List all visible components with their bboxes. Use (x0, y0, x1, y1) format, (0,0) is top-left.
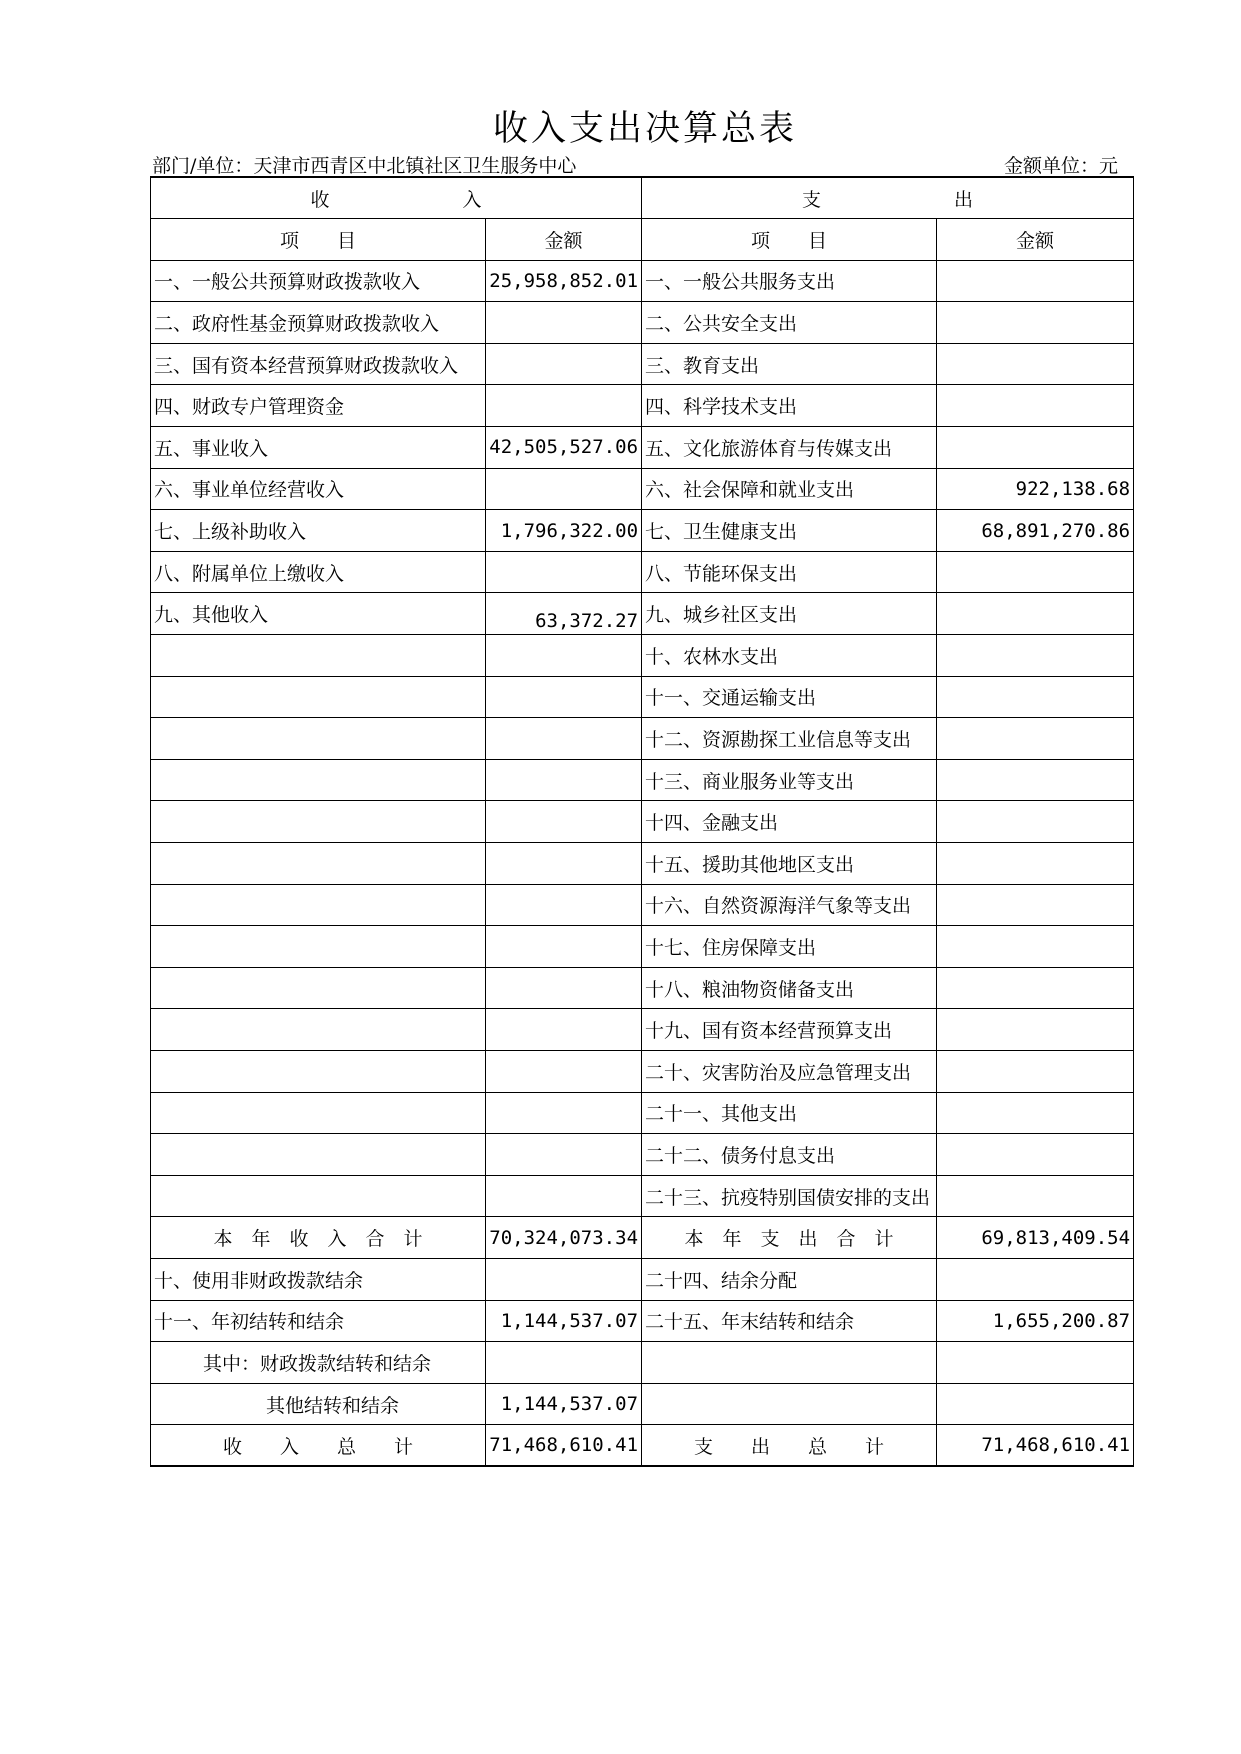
table-row (151, 926, 1134, 968)
income-subtotal-label: 本 年 收 入 合 计 (151, 1217, 486, 1259)
expense-amount-cell (937, 884, 1134, 926)
income-amount-cell (486, 1092, 642, 1134)
expense-item-cell: 四、科学技术支出 (642, 385, 937, 427)
income-amount-cell: 63,372.27 (486, 593, 642, 635)
expense-amount-cell: 68,891,270.86 (937, 510, 1134, 552)
column-header-row (151, 219, 1134, 261)
expense-item-cell: 十二、资源勘探工业信息等支出 (642, 718, 937, 760)
income-amount-cell: 1,144,537.07 (486, 1383, 642, 1425)
income-amount-cell (486, 468, 642, 510)
income-item-cell (151, 967, 486, 1009)
expense-amount-cell (937, 302, 1134, 344)
income-item-cell (151, 1092, 486, 1134)
table-row (151, 676, 1134, 718)
section-header-row (151, 177, 1134, 219)
income-amount-cell (486, 967, 642, 1009)
expense-amount-cell (937, 260, 1134, 302)
income-item-cell (151, 1175, 486, 1217)
expense-subtotal-label: 本 年 支 出 合 计 (642, 1217, 937, 1259)
expense-amount-cell (937, 551, 1134, 593)
income-amount-cell (486, 302, 642, 344)
income-amount-cell (486, 884, 642, 926)
income-item-header: 项 目 (151, 219, 486, 261)
expense-item-cell: 二十二、债务付息支出 (642, 1134, 937, 1176)
table-row (151, 1050, 1134, 1092)
income-amount-cell (486, 801, 642, 843)
expense-item-cell: 十四、金融支出 (642, 801, 937, 843)
table-row (151, 551, 1134, 593)
expense-amount-cell (937, 718, 1134, 760)
income-item-cell (151, 843, 486, 885)
income-amount-cell (486, 385, 642, 427)
expense-item-cell (642, 1342, 937, 1384)
table-row (151, 260, 1134, 302)
income-item-cell (151, 718, 486, 760)
expense-item-cell: 二十四、结余分配 (642, 1258, 937, 1300)
expense-item-cell: 二十五、年末结转和结余 (642, 1300, 937, 1342)
subtotal-row (151, 1217, 1134, 1259)
expense-amount-cell (937, 1134, 1134, 1176)
income-item-cell (151, 676, 486, 718)
expense-item-cell: 九、城乡社区支出 (642, 593, 937, 635)
table-row (151, 1092, 1134, 1134)
income-amount-cell (486, 676, 642, 718)
expense-item-cell: 一、一般公共服务支出 (642, 260, 937, 302)
income-amount-cell (486, 759, 642, 801)
expense-amount-cell (937, 843, 1134, 885)
expense-amount-cell (937, 801, 1134, 843)
income-amount-cell (486, 1009, 642, 1051)
table-row (151, 1383, 1134, 1425)
income-total-label: 收 入 总 计 (151, 1425, 486, 1467)
expense-item-cell (642, 1383, 937, 1425)
expense-amount-cell (937, 1342, 1134, 1384)
income-item-cell: 九、其他收入 (151, 593, 486, 635)
expense-item-cell: 二十、灾害防治及应急管理支出 (642, 1050, 937, 1092)
expense-amount-header: 金额 (937, 219, 1134, 261)
income-item-cell (151, 801, 486, 843)
income-amount-cell (486, 718, 642, 760)
income-item-cell (151, 926, 486, 968)
income-amount-cell: 1,144,537.07 (486, 1300, 642, 1342)
expense-item-cell: 十一、交通运输支出 (642, 676, 937, 718)
expense-item-cell: 五、文化旅游体育与传媒支出 (642, 427, 937, 469)
expense-section-header: 支 出 (642, 177, 1134, 219)
table-row (151, 1175, 1134, 1217)
income-total-amount: 71,468,610.41 (486, 1425, 642, 1467)
income-amount-cell (486, 1134, 642, 1176)
expense-item-cell: 二十一、其他支出 (642, 1092, 937, 1134)
income-amount-cell (486, 926, 642, 968)
income-amount-cell (486, 1258, 642, 1300)
table-row (151, 759, 1134, 801)
expense-amount-cell (937, 1009, 1134, 1051)
expense-item-cell: 十、农林水支出 (642, 635, 937, 677)
expense-amount-cell (937, 1383, 1134, 1425)
table-row (151, 843, 1134, 885)
expense-amount-cell (937, 1258, 1134, 1300)
income-amount-cell: 25,958,852.01 (486, 260, 642, 302)
income-item-cell: 其他结转和结余 (151, 1383, 486, 1425)
unit-label: 金额单位：元 (1004, 155, 1119, 177)
income-amount-cell: 1,796,322.00 (486, 510, 642, 552)
table-row (151, 427, 1134, 469)
expense-item-cell: 八、节能环保支出 (642, 551, 937, 593)
expense-item-cell: 六、社会保障和就业支出 (642, 468, 937, 510)
income-amount-cell (486, 843, 642, 885)
expense-amount-cell: 922,138.68 (937, 468, 1134, 510)
expense-amount-cell (937, 635, 1134, 677)
table-row (151, 718, 1134, 760)
table-row (151, 1258, 1134, 1300)
income-item-cell: 二、政府性基金预算财政拨款收入 (151, 302, 486, 344)
expense-amount-cell (937, 676, 1134, 718)
expense-amount-cell (937, 593, 1134, 635)
table-row (151, 967, 1134, 1009)
expense-amount-cell (937, 926, 1134, 968)
expense-item-cell: 二十三、抗疫特别国债安排的支出 (642, 1175, 937, 1217)
income-item-cell (151, 1050, 486, 1092)
total-row (151, 1425, 1134, 1467)
expense-item-cell: 十七、住房保障支出 (642, 926, 937, 968)
expense-item-cell: 十六、自然资源海洋气象等支出 (642, 884, 937, 926)
income-item-cell: 三、国有资本经营预算财政拨款收入 (151, 343, 486, 385)
income-amount-cell: 42,505,527.06 (486, 427, 642, 469)
expense-amount-cell (937, 343, 1134, 385)
income-section-header: 收 入 (151, 177, 642, 219)
expense-item-cell: 七、卫生健康支出 (642, 510, 937, 552)
table-row (151, 302, 1134, 344)
expense-amount-cell (937, 1092, 1134, 1134)
income-amount-cell (486, 551, 642, 593)
income-item-cell: 一、一般公共预算财政拨款收入 (151, 260, 486, 302)
income-amount-cell (486, 1050, 642, 1092)
table-row (151, 635, 1134, 677)
expense-total-label: 支 出 总 计 (642, 1425, 937, 1467)
expense-item-cell: 十九、国有资本经营预算支出 (642, 1009, 937, 1051)
table-row (151, 1342, 1134, 1384)
table-row (151, 1300, 1134, 1342)
expense-amount-cell (937, 385, 1134, 427)
income-item-cell: 八、附属单位上缴收入 (151, 551, 486, 593)
report-body (151, 177, 1134, 1466)
expense-item-cell: 三、教育支出 (642, 343, 937, 385)
income-item-cell: 十、使用非财政拨款结余 (151, 1258, 486, 1300)
income-item-cell: 六、事业单位经营收入 (151, 468, 486, 510)
income-amount-header: 金额 (486, 219, 642, 261)
expense-amount-cell (937, 1175, 1134, 1217)
income-item-cell (151, 1009, 486, 1051)
expense-item-cell: 十三、商业服务业等支出 (642, 759, 937, 801)
expense-amount-cell (937, 759, 1134, 801)
expense-amount-cell (937, 427, 1134, 469)
income-item-cell: 五、事业收入 (151, 427, 486, 469)
table-row (151, 884, 1134, 926)
income-item-cell: 十一、年初结转和结余 (151, 1300, 486, 1342)
income-item-cell (151, 759, 486, 801)
income-item-cell (151, 884, 486, 926)
income-item-cell: 其中：财政拨款结转和结余 (151, 1342, 486, 1384)
table-row (151, 343, 1134, 385)
expense-total-amount: 71,468,610.41 (937, 1425, 1134, 1467)
page-title: 收入支出决算总表 (492, 109, 797, 149)
table-row (151, 1009, 1134, 1051)
income-item-cell (151, 635, 486, 677)
expense-item-header: 项 目 (642, 219, 937, 261)
expense-item-cell: 二、公共安全支出 (642, 302, 937, 344)
department-label: 部门/单位：天津市西青区中北镇社区卫生服务中心 (152, 155, 577, 177)
income-amount-cell (486, 1175, 642, 1217)
expense-amount-cell (937, 1050, 1134, 1092)
table-row (151, 1134, 1134, 1176)
expense-subtotal-amount: 69,813,409.54 (937, 1217, 1134, 1259)
income-subtotal-amount: 70,324,073.34 (486, 1217, 642, 1259)
expense-amount-cell: 1,655,200.87 (937, 1300, 1134, 1342)
table-row (151, 593, 1134, 635)
expense-amount-cell (937, 967, 1134, 1009)
income-item-cell: 四、财政专户管理资金 (151, 385, 486, 427)
income-item-cell (151, 1134, 486, 1176)
table-row (151, 385, 1134, 427)
income-amount-cell (486, 635, 642, 677)
expense-item-cell: 十八、粮油物资储备支出 (642, 967, 937, 1009)
expense-item-cell: 十五、援助其他地区支出 (642, 843, 937, 885)
income-amount-cell (486, 1342, 642, 1384)
income-amount-cell (486, 343, 642, 385)
report-table (150, 176, 1134, 1467)
table-row (151, 801, 1134, 843)
table-row (151, 468, 1134, 510)
table-row (151, 510, 1134, 552)
income-item-cell: 七、上级补助收入 (151, 510, 486, 552)
